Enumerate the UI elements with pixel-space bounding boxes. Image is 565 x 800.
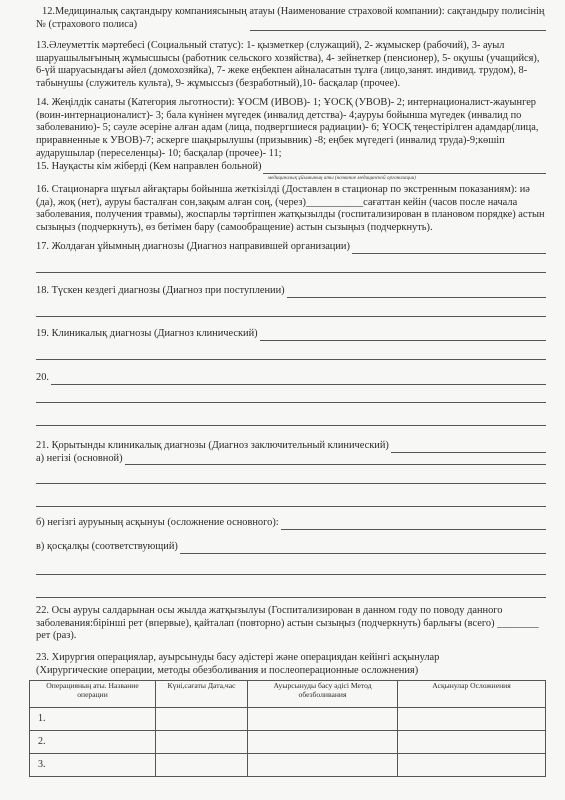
col-complications: Асқынулар Осложнения (398, 681, 546, 708)
section-13-text: 13.Әлеуметтік мәртебесі (Социальный статус): 1- қызметкер (служащий), 2- жұмыскер (рабочий), 3- ауыл шаруашылығының жұмысшысы (работник сельского хозяйства), 4- зейнеткер (пенсионер), 5- оқушы (учащийся), 6-үй шаруасындағы әйел (домохозяйка), 7- жеке еңбекпен айналасатын тұлға (лицо,занят. индивид. трудом), 8- табынушы (служитель культа), 9- жұмыссыз (безработный),10- басқалар (прочее). (36, 40, 540, 90)
table-cell[interactable] (248, 708, 398, 731)
section-23-title: 23. Хирургия операциялар, ауырсынуды басу әдістері және операциядан кейінгі асқынулар (36, 652, 440, 663)
section-21-a-field[interactable] (125, 455, 546, 465)
row-number[interactable]: 1. (30, 708, 156, 731)
section-13-social-status (36, 40, 546, 91)
section-21-label: 21. Қорытынды клиникалық диагнозы (Диагноз заключительный клинический) (36, 440, 389, 451)
section-18-field[interactable] (287, 288, 546, 298)
table-cell[interactable] (248, 754, 398, 777)
section-21-final-diagnosis (36, 440, 546, 465)
section-21-c-field[interactable] (180, 544, 546, 554)
section-15-label: 15. Науқасты кім жіберді (Кем направлен больной) (36, 161, 262, 172)
section-23-title-ru: (Хирургические операции, методы обезболивания и послеоперационные осложнения) (36, 664, 419, 676)
col-anesthesia-method: Ауырсынуды басу әдісі Метод обезболивания (248, 681, 398, 708)
section-21-a-line-3[interactable] (36, 506, 546, 507)
table-cell[interactable] (156, 731, 248, 754)
section-21-b-label: б) негізгі ауруының асқынуы (осложнение основного): (36, 517, 279, 528)
section-19-clinical-diagnosis (36, 328, 546, 341)
section-21-a-line-2[interactable] (36, 483, 546, 484)
section-14-benefit-category (36, 97, 546, 160)
section-18-label: 18. Түскен кездегі диагнозы (Диагноз при поступлении) (36, 285, 285, 296)
col-date-time: Күні,сағаты Дата,час (156, 681, 248, 708)
table-row (30, 754, 546, 777)
section-12-text: 12.Медициналық сақтандыру компаниясының атауы (Наименование страховой компании): сақтандыру полисінің № (страхового полиса) (36, 6, 545, 30)
section-19-line-2[interactable] (36, 359, 546, 360)
section-22-text: 22. Осы ауруы салдарынан осы жылда жатқызылуы (Госпитализирован в данном году по поводу данного заболевания:біріншi рет (впервые), қайталап (повторно) астын сызыңыз (подчеркнуть) барлығы (всего) ________ рет (раз). (36, 605, 539, 642)
section-16-text: 16. Стационарға шұғыл айғақтары бойынша жеткізілді (Доставлен в стационар по экстренным показаниям): иә (да), жоқ (нет), ауруы басталған сон,зақым алған соң, (через)___________сағаттан кейін (часов после начала заболевания, получения травмы), жоспарлы тәртіппен жатқызылды (госпитализирован в плановом порядке) астын сызыңыз (подчеркнуть), өз бетімен бару (самообращение) астын сызыңыз (подчеркнуть). (36, 184, 545, 234)
table-cell[interactable] (398, 754, 546, 777)
table-row (30, 731, 546, 754)
section-20-line-3[interactable] (36, 425, 546, 426)
section-23-surgery (36, 652, 546, 677)
section-21-c-label: в) қосқалқы (соответствующий) (36, 541, 178, 552)
section-21-a-label: а) негізі (основной) (36, 452, 123, 464)
row-number[interactable]: 3. (30, 754, 156, 777)
section-17-referral-diagnosis (36, 241, 546, 254)
table-cell[interactable] (398, 708, 546, 731)
col-operation-name: Операцияның аты. Название операции (30, 681, 156, 708)
section-16-emergency-admission (36, 184, 546, 235)
section-18-line-2[interactable] (36, 316, 546, 317)
section-20-label: 20. (36, 372, 49, 383)
section-19-label: 19. Клиникалық диагнозы (Диагноз клинический) (36, 328, 258, 339)
table-row (30, 708, 546, 731)
section-21-b-field[interactable] (281, 520, 546, 530)
surgery-table (29, 680, 546, 777)
section-21-c (36, 541, 546, 554)
table-cell[interactable] (156, 708, 248, 731)
row-number[interactable]: 2. (30, 731, 156, 754)
table-cell[interactable] (156, 754, 248, 777)
section-21-c-line-3[interactable] (36, 597, 546, 598)
table-cell[interactable] (248, 731, 398, 754)
table-cell[interactable] (398, 731, 546, 754)
section-20-line-2[interactable] (36, 402, 546, 403)
section-17-line-2[interactable] (36, 272, 546, 273)
section-14-text: 14. Жеңілдік санаты (Категория льготности): ҰОСМ (ИВОВ)- 1; ҰОСҚ (УВОВ)- 2; интернационалист-жауынгер (воин-интернационалист)- 3; бала күнінен мүгедек (инвалид детства)- 4;ауруы бойынша мүгедек (инвалид по заболеванию)- 5; сәуле әсеріне алған адам (лица, подвергшиеся радиации)- 6; ҰОСҚ теңестірілген адамдар(лица, приравненные к УВОВ)-7; әскерге шақырылушы (призывник) -8; еңбек мүгедегі (инвалид труда)-9;көшіп аударушылар (переселенцы)- 10; басқалар (прочее)- 11; (36, 97, 539, 159)
section-12-fill-line[interactable] (250, 30, 546, 31)
section-19-field[interactable] (260, 331, 546, 341)
section-20-field[interactable] (51, 375, 546, 385)
surgery-table-header (30, 681, 546, 708)
section-12-insurance (36, 6, 546, 31)
section-17-label: 17. Жолдаған ұйымның диагнозы (Диагноз направившей организации) (36, 241, 350, 252)
section-22-hospitalization-count (36, 605, 546, 643)
section-20 (36, 372, 546, 385)
section-21-b (36, 517, 546, 530)
section-21-c-line-2[interactable] (36, 574, 546, 575)
section-21-field[interactable] (391, 443, 546, 453)
section-15-field[interactable] (263, 164, 546, 174)
section-15-sublabel: медициналық ұйымының аты (название медицинской организации) (267, 174, 416, 181)
section-18-admission-diagnosis (36, 285, 546, 298)
section-15-referred-by (36, 161, 546, 181)
section-17-field[interactable] (352, 244, 546, 254)
